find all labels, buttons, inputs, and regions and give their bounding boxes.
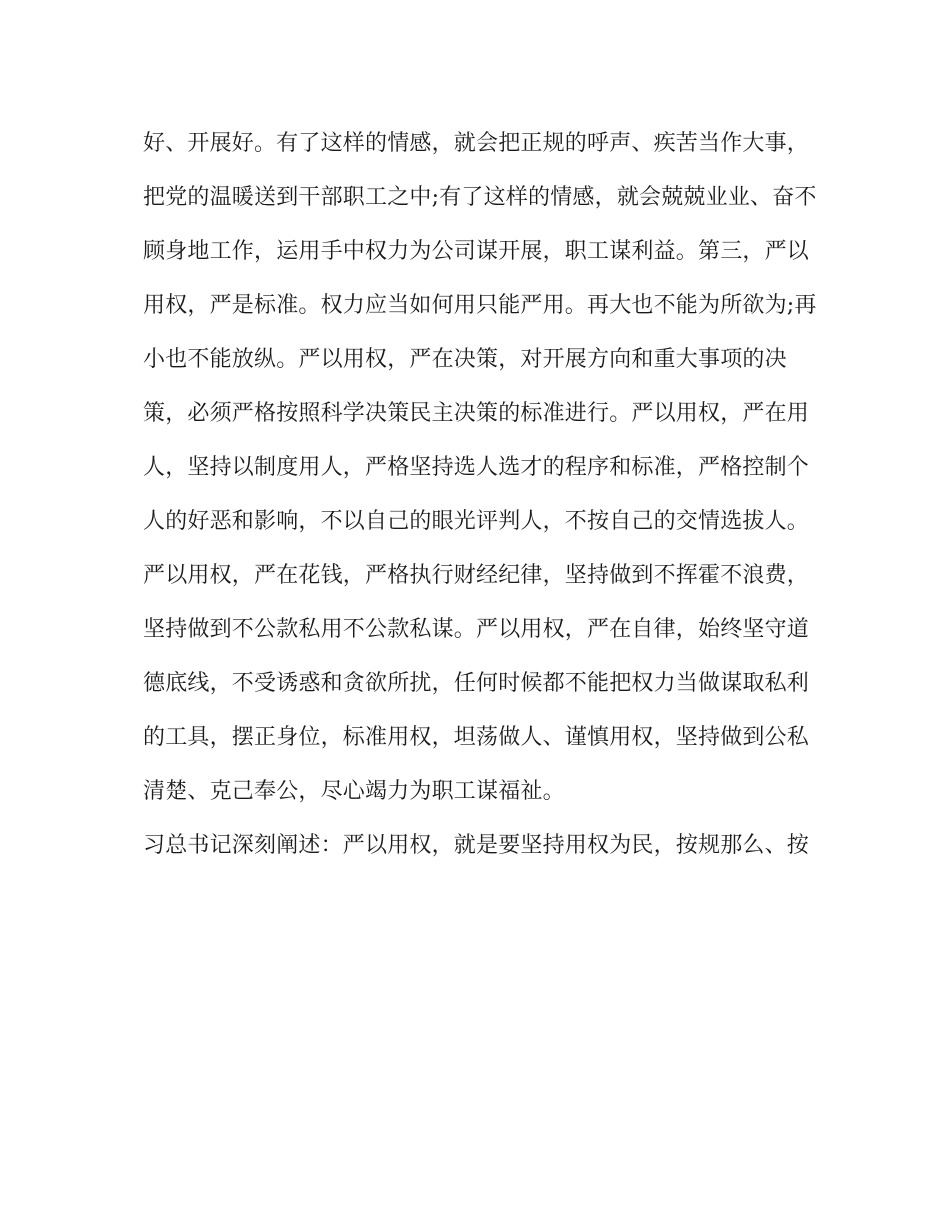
text-line-1: 好、开展好。有了这样的情感，就会把正规的呼声、疾苦当作大事， (143, 131, 810, 156)
text-line-2: 把党的温暖送到干部职工之中;有了这样的情感，就会兢兢业业、奋不 (143, 185, 817, 210)
text-line-14: 习总书记深刻阐述：严以用权，就是要坚持用权为民，按规那么、按 (143, 833, 810, 858)
text-line-4: 用权，严是标准。权力应当如何用只能严用。再大也不能为所欲为;再 (143, 293, 817, 318)
text-line-3: 顾身地工作，运用手中权力为公司谋开展，职工谋利益。第三，严以 (143, 239, 810, 264)
text-line-12: 的工具，摆正身位，标准用权，坦荡做人、谨慎用权，坚持做到公私 (143, 725, 810, 750)
text-line-9: 严以用权，严在花钱，严格执行财经纪律，坚持做到不挥霍不浪费， (143, 563, 810, 588)
body-text (143, 124, 823, 880)
text-line-8: 人的好恶和影响，不以自己的眼光评判人，不按自己的交情选拔人。 (143, 509, 810, 534)
text-line-5: 小也不能放纵。严以用权，严在决策，对开展方向和重大事项的决 (143, 347, 787, 372)
text-line-10: 坚持做到不公款私用不公款私谋。严以用权，严在自律，始终坚守道 (143, 617, 810, 642)
text-line-11: 德底线，不受诱惑和贪欲所扰，任何时候都不能把权力当做谋取私利 (143, 671, 810, 696)
text-line-6: 策，必须严格按照科学决策民主决策的标准进行。严以用权，严在用 (143, 401, 810, 426)
text-line-7: 人，坚持以制度用人，严格坚持选人选才的程序和标准，严格控制个 (143, 455, 810, 480)
text-line-13: 清楚、克己奉公，尽心竭力为职工谋福祉。 (143, 779, 565, 804)
